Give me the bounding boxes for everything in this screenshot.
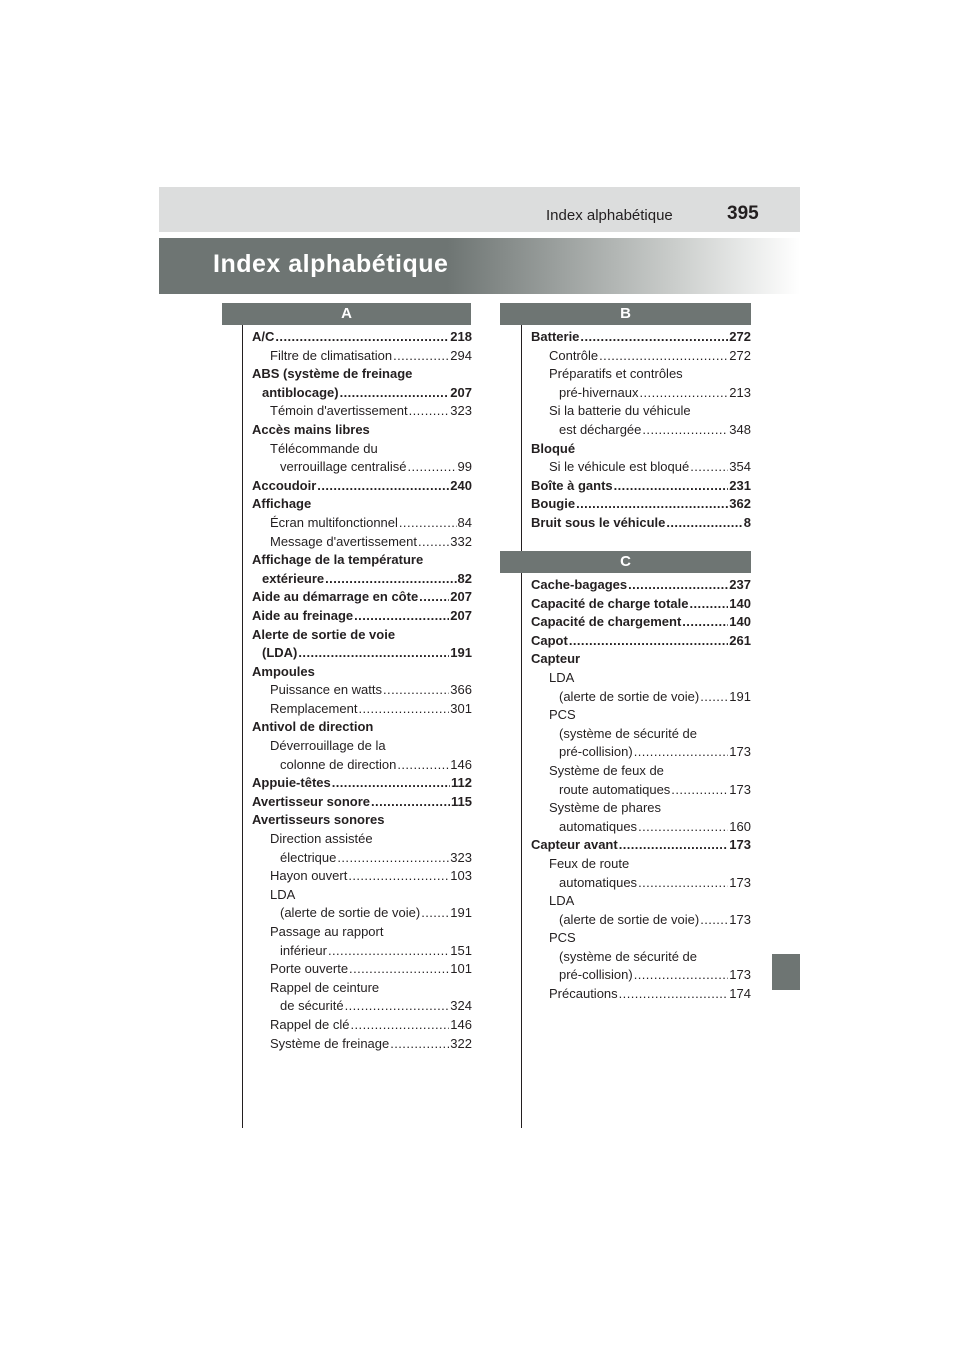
index-entry-page: 332 — [450, 533, 472, 549]
index-entry-label: Système de feux de — [549, 762, 664, 778]
index-entry-label: Avertisseur sonore — [252, 793, 371, 809]
dot-leader — [569, 632, 728, 651]
index-entry — [252, 551, 472, 570]
index-entry-label: Accès mains libres — [252, 421, 370, 437]
index-entry — [252, 718, 472, 737]
index-entry — [252, 607, 472, 626]
index-entry-label: automatiques — [559, 874, 638, 890]
index-entry-label: Capteur — [531, 651, 581, 667]
dot-leader — [576, 495, 728, 514]
index-entry — [531, 384, 751, 403]
index-entry-label: Feux de route — [549, 855, 630, 871]
index-entry-page: 294 — [450, 347, 472, 363]
index-entry — [252, 570, 472, 589]
index-entry — [252, 756, 472, 775]
index-entry-page: 99 — [457, 459, 472, 475]
index-entry-label: est déchargée — [559, 421, 642, 437]
index-entry — [252, 402, 472, 421]
index-entry-label: automatiques — [559, 818, 638, 834]
dot-leader — [619, 836, 729, 855]
dot-leader — [642, 421, 728, 440]
index-entry-page: 362 — [729, 496, 751, 512]
dot-leader — [580, 328, 728, 347]
dot-leader — [682, 613, 728, 632]
index-entry — [531, 328, 751, 347]
index-entry — [252, 979, 472, 998]
index-list-b — [531, 328, 751, 533]
dot-leader — [393, 347, 449, 366]
running-header-title: Index alphabétique — [546, 207, 673, 224]
index-entry-label: (alerte de sortie de voie) — [280, 905, 421, 921]
index-entry-label: Capacité de charge totale — [531, 595, 689, 611]
index-entry — [531, 347, 751, 366]
index-entry — [252, 923, 472, 942]
dot-leader — [628, 576, 728, 595]
index-entry — [252, 737, 472, 756]
dot-leader — [275, 328, 449, 347]
index-entry-page: 348 — [729, 421, 751, 437]
dot-leader — [354, 607, 449, 626]
dot-leader — [351, 1016, 450, 1035]
index-entry-page: 140 — [729, 614, 751, 630]
index-entry-label: LDA — [270, 886, 296, 902]
dot-leader — [700, 911, 728, 930]
dot-leader — [634, 743, 729, 762]
index-entry-page: 146 — [450, 756, 472, 772]
index-entry-label: Si le véhicule est bloqué — [549, 459, 690, 475]
index-entry — [531, 743, 751, 762]
dot-leader — [614, 477, 729, 496]
index-entry — [531, 762, 751, 781]
index-entry-label: Porte ouverte — [270, 961, 349, 977]
index-entry — [531, 458, 751, 477]
index-entry — [531, 514, 751, 533]
index-entry-page: 140 — [729, 595, 751, 611]
index-entry-label: Appuie-têtes — [252, 775, 331, 791]
index-entry-label: LDA — [549, 893, 575, 909]
index-entry — [252, 347, 472, 366]
index-list-c — [531, 576, 751, 1004]
index-entry-page: 322 — [450, 1035, 472, 1051]
index-entry-label: pré-hivernaux — [559, 384, 639, 400]
dot-leader — [638, 818, 728, 837]
column-divider-left — [242, 303, 243, 1128]
index-entry-label: LDA — [549, 669, 575, 685]
index-entry-label: extérieure — [262, 570, 325, 586]
index-entry — [252, 626, 472, 645]
index-entry-page: 191 — [729, 688, 751, 704]
index-entry — [531, 495, 751, 514]
index-entry-label: Ampoules — [252, 663, 315, 679]
index-entry-page: 173 — [729, 874, 751, 890]
index-entry-page: 207 — [450, 607, 472, 623]
index-entry-label: pré-collision) — [559, 744, 633, 760]
index-entry — [252, 533, 472, 552]
index-entry-page: 323 — [450, 849, 472, 865]
index-entry-label: antiblocage) — [262, 384, 339, 400]
index-entry-label: Affichage de la température — [252, 552, 424, 568]
index-entry-page: 8 — [743, 514, 751, 530]
index-entry-page: 112 — [451, 775, 472, 791]
index-entry-page: 323 — [450, 403, 472, 419]
index-entry — [252, 458, 472, 477]
dot-leader — [418, 533, 449, 552]
index-entry-page: 173 — [729, 911, 751, 927]
index-entry — [252, 960, 472, 979]
index-entry — [531, 650, 751, 669]
index-entry-page: 272 — [729, 329, 751, 344]
index-entry-label: (système de sécurité de — [559, 948, 698, 964]
index-entry-label: Contrôle — [549, 347, 599, 363]
index-entry — [252, 942, 472, 961]
index-entry-label: Rappel de clé — [270, 1016, 350, 1032]
index-entry-label: Boîte à gants — [531, 477, 613, 493]
index-entry-label: A/C — [252, 329, 275, 344]
index-entry — [531, 576, 751, 595]
chapter-tab[interactable] — [772, 954, 800, 990]
index-entry-page: 146 — [450, 1016, 472, 1032]
index-entry — [531, 781, 751, 800]
index-entry-label: Système de freinage — [270, 1035, 390, 1051]
index-entry — [531, 911, 751, 930]
index-entry-label: (alerte de sortie de voie) — [559, 688, 700, 704]
index-entry-label: PCS — [549, 930, 576, 946]
dot-leader — [700, 688, 728, 707]
index-entry — [252, 440, 472, 459]
index-entry — [531, 855, 751, 874]
index-entry-label: inférieur — [280, 942, 327, 958]
index-entry-label: Affichage — [252, 496, 312, 512]
dot-leader — [340, 384, 450, 403]
index-entry-label: Capot — [531, 632, 568, 648]
index-entry-page: 207 — [450, 589, 472, 605]
index-entry-label: PCS — [549, 707, 576, 723]
index-entry-label: Bruit sous le véhicule — [531, 514, 666, 530]
index-entry — [531, 365, 751, 384]
section-heading-a: A — [222, 303, 471, 325]
index-entry — [531, 985, 751, 1004]
index-entry-label: verrouillage centralisé — [280, 459, 407, 475]
index-entry-label: Filtre de climatisation — [270, 347, 393, 363]
page-number: 395 — [727, 203, 759, 224]
page-title: Index alphabétique — [213, 250, 449, 278]
index-entry-page: 82 — [457, 570, 472, 586]
dot-leader — [640, 384, 729, 403]
dot-leader — [421, 904, 449, 923]
index-entry-label: Témoin d'avertissement — [270, 403, 408, 419]
index-entry-label: Bloqué — [531, 440, 576, 456]
index-entry-label: Rappel de ceinture — [270, 979, 380, 995]
index-entry — [252, 384, 472, 403]
index-entry-label: Capteur avant — [531, 837, 618, 853]
index-entry — [531, 836, 751, 855]
index-entry-page: 261 — [729, 632, 751, 648]
index-entry-label: Antivol de direction — [252, 719, 374, 735]
dot-leader — [690, 595, 729, 614]
dot-leader — [345, 997, 450, 1016]
index-entry-page: 240 — [450, 477, 472, 493]
index-entry — [252, 886, 472, 905]
index-entry — [531, 595, 751, 614]
dot-leader — [383, 681, 449, 700]
index-entry — [531, 706, 751, 725]
index-entry — [252, 644, 472, 663]
dot-leader — [638, 874, 728, 893]
index-entry — [252, 849, 472, 868]
index-entry — [531, 477, 751, 496]
index-entry-label: Accoudoir — [252, 477, 317, 493]
index-entry — [531, 613, 751, 632]
index-entry — [531, 929, 751, 948]
index-entry-page: 324 — [450, 998, 472, 1014]
index-entry — [252, 774, 472, 793]
index-entry — [252, 997, 472, 1016]
index-entry — [252, 328, 472, 347]
index-entry — [531, 892, 751, 911]
index-entry — [531, 948, 751, 967]
index-entry-label: de sécurité — [280, 998, 344, 1014]
index-entry — [531, 799, 751, 818]
dot-leader — [671, 781, 728, 800]
dot-leader — [666, 514, 742, 533]
index-entry-label: Puissance en watts — [270, 682, 383, 698]
index-entry — [252, 904, 472, 923]
index-entry — [531, 669, 751, 688]
index-entry — [531, 688, 751, 707]
index-entry-page: 354 — [729, 459, 751, 475]
dot-leader — [325, 570, 456, 589]
index-entry — [531, 402, 751, 421]
index-entry — [531, 874, 751, 893]
index-entry-page: 207 — [450, 384, 472, 400]
dot-leader — [409, 402, 450, 421]
index-entry — [531, 966, 751, 985]
index-entry-label: Remplacement — [270, 700, 358, 716]
index-entry-label: colonne de direction — [280, 756, 397, 772]
index-entry-page: 174 — [729, 986, 751, 1002]
index-entry-label: Télécommande du — [270, 440, 378, 456]
dot-leader — [349, 960, 449, 979]
index-entry — [252, 588, 472, 607]
index-entry-page: 191 — [450, 905, 472, 921]
index-entry-page: 173 — [729, 781, 751, 797]
index-entry-label: Avertisseurs sonores — [252, 812, 385, 828]
index-entry — [252, 514, 472, 533]
index-entry — [531, 725, 751, 744]
index-entry — [252, 1016, 472, 1035]
index-entry-page: 231 — [729, 477, 751, 493]
index-entry-page: 101 — [450, 961, 472, 977]
index-entry-page: 191 — [450, 645, 472, 661]
dot-leader — [328, 942, 449, 961]
index-entry-label: Cache-bagages — [531, 577, 628, 592]
dot-leader — [358, 700, 449, 719]
index-entry-label: (alerte de sortie de voie) — [559, 911, 700, 927]
dot-leader — [419, 588, 449, 607]
dot-leader — [337, 849, 449, 868]
index-entry-label: Capacité de chargement — [531, 614, 682, 630]
index-entry-page: 272 — [729, 347, 751, 363]
index-entry-label: Passage au rapport — [270, 924, 384, 939]
dot-leader — [317, 477, 449, 496]
dot-leader — [298, 644, 449, 663]
dot-leader — [348, 867, 449, 886]
index-entry-page: 237 — [729, 577, 751, 592]
index-entry-page: 173 — [729, 744, 751, 760]
section-heading-c: C — [500, 551, 751, 573]
index-entry-label: pré-collision) — [559, 967, 633, 983]
index-entry — [252, 867, 472, 886]
index-entry-label: Écran multifonctionnel — [270, 514, 398, 530]
index-entry-page: 84 — [457, 514, 472, 530]
dot-leader — [371, 793, 450, 812]
index-entry-page: 366 — [450, 682, 472, 698]
index-entry — [531, 440, 751, 459]
dot-leader — [332, 774, 450, 793]
index-entry-label: route automatiques — [559, 781, 671, 797]
index-entry — [252, 681, 472, 700]
section-heading-b: B — [500, 303, 751, 325]
dot-leader — [397, 756, 449, 775]
index-entry — [252, 365, 472, 384]
index-entry-label: électrique — [280, 849, 337, 865]
index-entry-label: Déverrouillage de la — [270, 738, 386, 754]
index-entry-label: Hayon ouvert — [270, 868, 348, 884]
index-entry — [252, 811, 472, 830]
index-entry-page: 103 — [450, 868, 472, 884]
index-entry-page: 218 — [450, 329, 472, 344]
index-entry-label: Préparatifs et contrôles — [549, 366, 683, 382]
index-entry-label: Direction assistée — [270, 831, 373, 847]
dot-leader — [690, 458, 728, 477]
dot-leader — [390, 1035, 449, 1054]
dot-leader — [599, 347, 728, 366]
index-entry-page: 115 — [451, 793, 472, 809]
index-entry-label: Message d'avertissement — [270, 533, 417, 549]
column-divider-right — [521, 303, 522, 1128]
index-entry-label: (système de sécurité de — [559, 725, 698, 741]
index-entry-label: Si la batterie du véhicule — [549, 403, 691, 419]
index-entry — [531, 421, 751, 440]
index-entry-label: Précautions — [549, 986, 618, 1002]
index-entry-page: 173 — [729, 837, 751, 853]
index-entry-label: (LDA) — [262, 645, 298, 661]
dot-leader — [407, 458, 456, 477]
index-entry-label: Aide au freinage — [252, 607, 354, 623]
dot-leader — [399, 514, 457, 533]
index-entry — [252, 495, 472, 514]
index-entry-label: ABS (système de freinage — [252, 366, 413, 382]
header-bar — [159, 187, 800, 232]
index-entry — [252, 830, 472, 849]
index-entry-page: 173 — [729, 967, 751, 983]
index-entry — [252, 663, 472, 682]
index-entry-label: Bougie — [531, 496, 576, 512]
index-entry — [531, 632, 751, 651]
index-entry-page: 151 — [450, 942, 472, 958]
index-list-a — [252, 328, 472, 1053]
index-entry — [252, 1035, 472, 1054]
index-entry — [252, 477, 472, 496]
index-entry-label: Alerte de sortie de voie — [252, 626, 396, 642]
index-entry — [252, 793, 472, 812]
index-entry-page: 213 — [729, 384, 751, 400]
index-entry-label: Système de phares — [549, 800, 662, 816]
index-entry — [252, 700, 472, 719]
index-entry-page: 301 — [450, 700, 472, 716]
index-entry-page: 160 — [729, 818, 751, 834]
index-entry — [531, 818, 751, 837]
index-entry-label: Aide au démarrage en côte — [252, 589, 419, 605]
index-entry — [252, 421, 472, 440]
dot-leader — [619, 985, 729, 1004]
index-entry-label: Batterie — [531, 329, 580, 344]
dot-leader — [634, 966, 729, 985]
